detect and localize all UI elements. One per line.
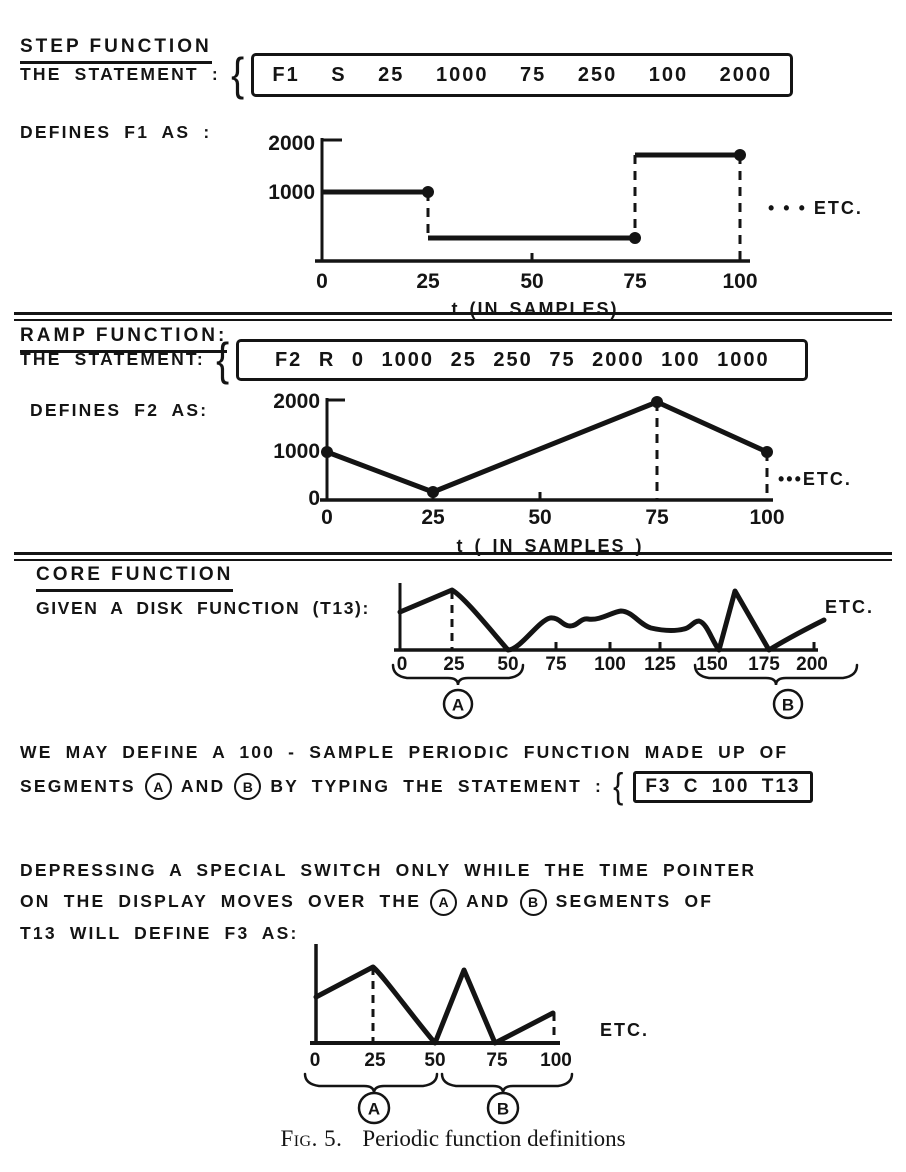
paragraph-line xyxy=(20,765,813,807)
data-point-dot xyxy=(629,232,641,244)
data-point-dot xyxy=(761,446,773,458)
data-point-dot xyxy=(734,149,746,161)
left-brace-glyph: { xyxy=(216,333,230,386)
paragraph-line: WE MAY DEFINE A 100 - SAMPLE PERIODIC FUNCTION MADE UP OF xyxy=(20,742,789,762)
paragraph-text: SEGMENTS xyxy=(20,775,136,796)
step-statement-box: F1 S 25 1000 75 250 100 2000 xyxy=(251,53,793,97)
x-tick-label: 75 xyxy=(545,654,567,675)
ramp-function-plot xyxy=(245,392,905,567)
segment-a-label: A xyxy=(451,695,465,715)
periodic-definition-paragraph xyxy=(20,744,813,812)
etc-annotation: ETC. xyxy=(825,597,875,617)
core-statement-box: F3 C 100 T13 xyxy=(633,771,812,803)
paragraph-line: DEPRESSING A SPECIAL SWITCH ONLY WHILE THE TIME POINTER xyxy=(20,860,757,880)
x-tick-label: 0 xyxy=(316,270,328,293)
f3-curve xyxy=(316,967,553,1043)
x-tick-label: 25 xyxy=(421,506,445,529)
segment-b-inline-badge: B xyxy=(520,889,547,916)
x-tick-label: 0 xyxy=(396,654,408,675)
segment-a-inline-badge: A xyxy=(145,773,172,800)
ramp-defines-label: DEFINES F2 AS: xyxy=(30,400,209,420)
data-point-dot xyxy=(651,396,663,408)
x-tick-label: 75 xyxy=(486,1050,508,1071)
step-statement-row xyxy=(20,48,793,101)
x-tick-label: 25 xyxy=(416,270,440,293)
x-tick-label: 100 xyxy=(540,1050,572,1071)
x-tick-label: 0 xyxy=(321,506,333,529)
x-tick-label: 50 xyxy=(520,270,544,293)
ramp-statement-box: F2 R 0 1000 25 250 75 2000 100 1000 xyxy=(236,339,808,381)
x-tick-label: 50 xyxy=(424,1050,446,1071)
step-function-plot xyxy=(245,128,905,323)
x-tick-label: 25 xyxy=(443,654,465,675)
x-tick-label: 150 xyxy=(696,654,728,675)
segment-a-inline-badge: A xyxy=(430,889,457,916)
paragraph-text: ON THE DISPLAY MOVES OVER THE xyxy=(20,891,422,912)
data-point-dot xyxy=(422,186,434,198)
ramp-statement-label: THE STATEMENT: xyxy=(20,349,205,370)
figure-caption-number: Fig. 5. xyxy=(280,1126,343,1151)
x-tick-label: 200 xyxy=(796,654,828,675)
paragraph-text: BY TYPING THE STATEMENT : xyxy=(270,775,604,796)
paragraph-line: T13 WILL DEFINE F3 AS: xyxy=(20,922,299,943)
etc-annotation: • • • ETC. xyxy=(768,198,863,218)
segment-b-inline-badge: B xyxy=(234,773,261,800)
f3-function-plot xyxy=(290,938,690,1126)
y-tick-label: 2000 xyxy=(268,132,315,155)
step-section-heading: STEP FUNCTION xyxy=(20,36,212,64)
core-section-heading: CORE FUNCTION xyxy=(36,564,233,592)
x-tick-label: 100 xyxy=(594,654,626,675)
x-axis-label: t (IN SAMPLES) xyxy=(451,299,619,319)
x-tick-label: 175 xyxy=(748,654,780,675)
y-tick-label: 1000 xyxy=(273,440,320,463)
x-tick-label: 50 xyxy=(528,506,552,529)
ramp-curve xyxy=(327,402,767,492)
section-divider xyxy=(14,552,892,561)
disk-function-curve xyxy=(400,590,824,650)
segment-b-label: B xyxy=(496,1099,510,1119)
paragraph-text: AND xyxy=(466,891,511,912)
y-tick-label: 0 xyxy=(308,487,320,510)
step-statement-label: THE STATEMENT : xyxy=(20,64,220,85)
disk-function-plot xyxy=(388,573,906,741)
figure-caption-text: Periodic function definitions xyxy=(362,1126,626,1151)
y-tick-label: 1000 xyxy=(268,181,315,204)
y-tick-label: 2000 xyxy=(273,392,320,413)
x-tick-label: 100 xyxy=(722,270,758,293)
core-given-label: GIVEN A DISK FUNCTION (T13): xyxy=(36,598,370,618)
step-defines-label: DEFINES F1 AS : xyxy=(20,122,212,142)
segment-b-label: B xyxy=(781,695,795,715)
data-point-dot xyxy=(427,486,439,498)
paragraph-line xyxy=(20,889,756,916)
etc-annotation: ETC. xyxy=(600,1020,650,1040)
x-tick-label: 75 xyxy=(623,270,647,293)
segment-a-brace xyxy=(305,1074,437,1093)
segment-b-brace xyxy=(442,1074,572,1093)
x-tick-label: 125 xyxy=(644,654,676,675)
figure-caption xyxy=(0,1126,906,1152)
x-tick-label: 100 xyxy=(749,506,785,529)
x-tick-label: 50 xyxy=(497,654,519,675)
paragraph-text: SEGMENTS OF xyxy=(555,891,714,912)
left-brace-glyph: { xyxy=(231,48,245,101)
x-tick-label: 0 xyxy=(309,1050,321,1071)
x-tick-label: 25 xyxy=(364,1050,386,1071)
data-point-dot xyxy=(321,446,333,458)
x-tick-label: 75 xyxy=(645,506,669,529)
etc-annotation: •••ETC. xyxy=(778,469,852,489)
segment-a-label: A xyxy=(367,1099,381,1119)
section-divider xyxy=(14,312,892,321)
left-brace-glyph: { xyxy=(613,765,626,807)
x-axis-label: t ( IN SAMPLES ) xyxy=(456,536,644,556)
ramp-section-heading: RAMP FUNCTION: xyxy=(20,325,227,353)
paragraph-text: AND xyxy=(180,775,226,796)
